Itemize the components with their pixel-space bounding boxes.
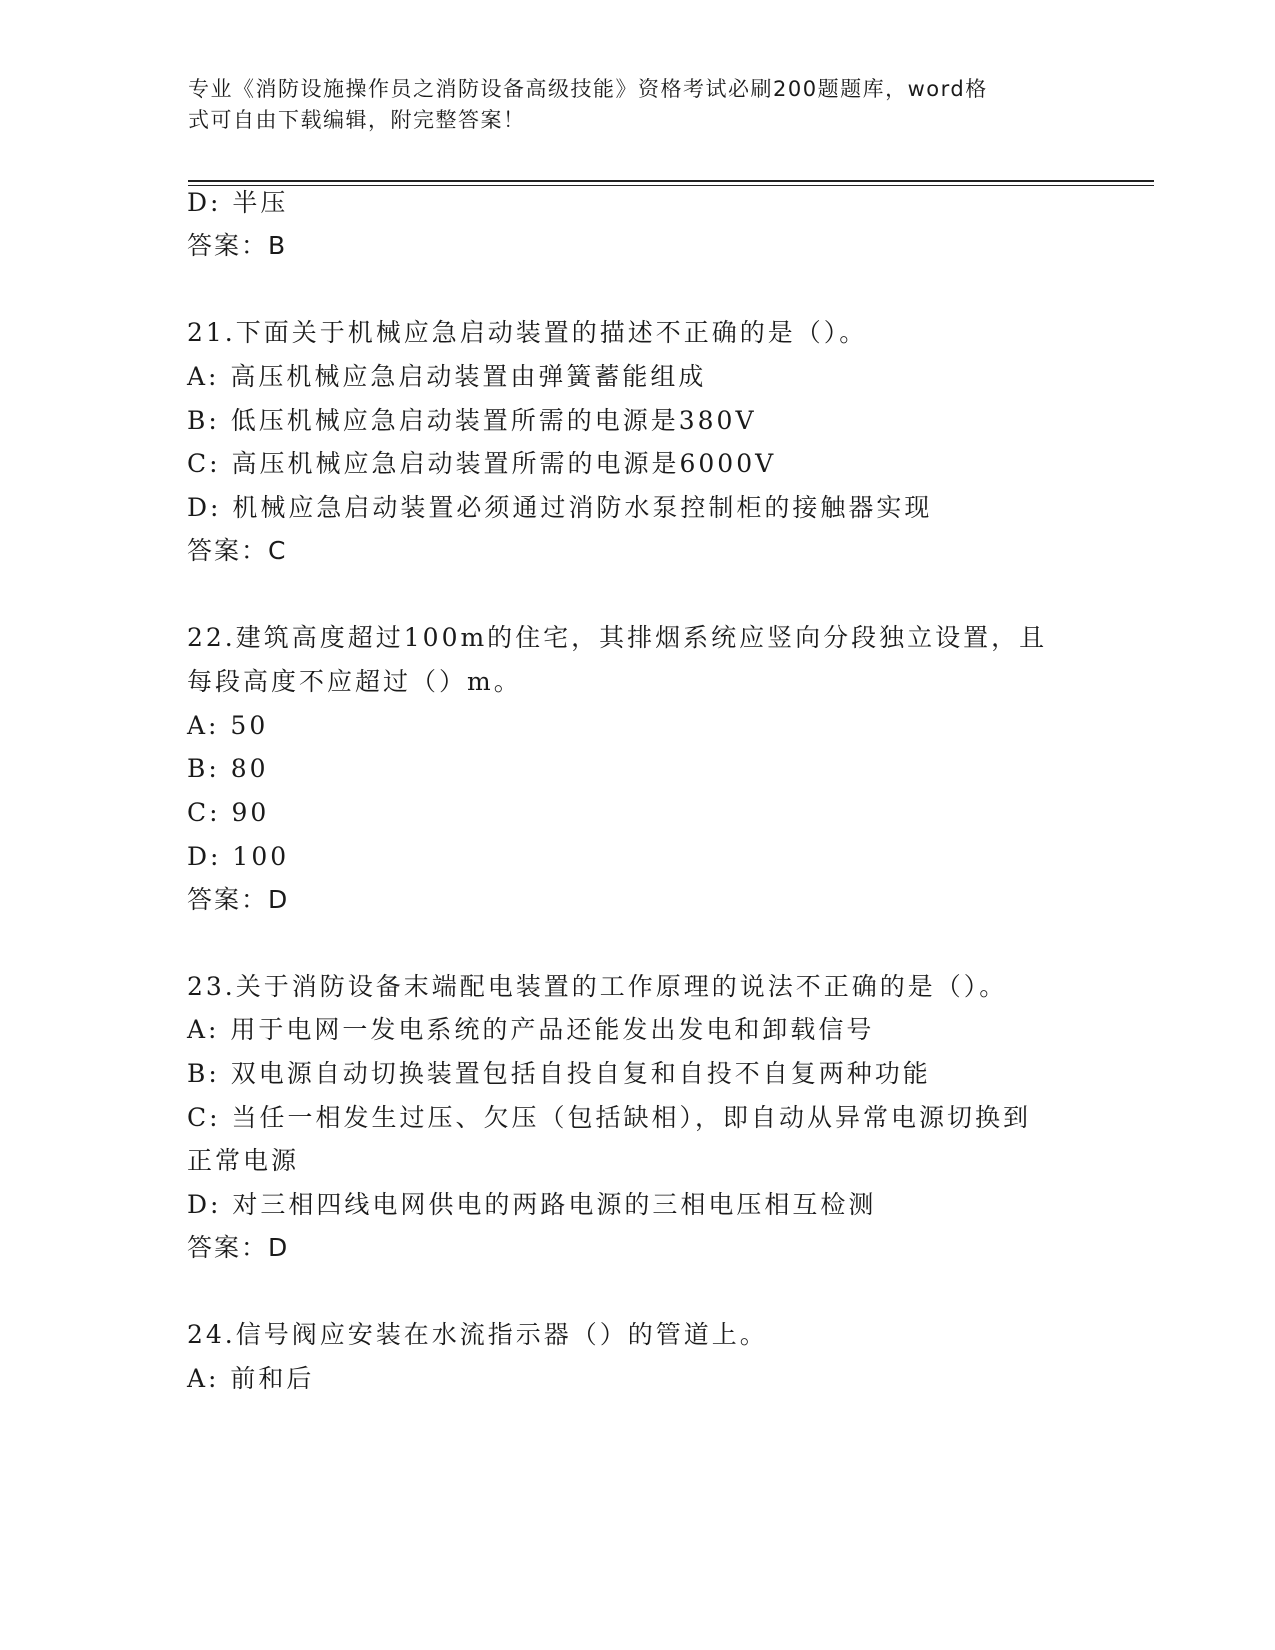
q23-option-d: D: 对三相四线电网供电的两路电源的三相电压相互检测	[187, 1190, 877, 1219]
q22-answer: 答案：D	[187, 885, 290, 914]
q23-option-c-line-2: 正常电源	[187, 1146, 300, 1175]
q22-option-b: B: 80	[187, 754, 269, 783]
q23-option-c-line-1: C: 当任一相发生过压、欠压（包括缺相），即自动从异常电源切换到	[187, 1103, 1032, 1132]
q24-option-a: A: 前和后	[187, 1364, 315, 1393]
q24-stem: 24.信号阀应安装在水流指示器（）的管道上。	[187, 1320, 768, 1349]
document-header	[188, 74, 1068, 136]
q23-option-b: B: 双电源自动切换装置包括自投自复和自投不自复两种功能	[187, 1059, 931, 1088]
q21-option-a: A: 高压机械应急启动装置由弹簧蓄能组成	[187, 362, 707, 391]
header-line-2: 式可自由下载编辑，附完整答案！	[188, 108, 526, 132]
q21-stem: 21.下面关于机械应急启动装置的描述不正确的是（）。	[187, 318, 868, 347]
prev-answer: 答案：B	[187, 231, 288, 260]
q21-option-b: B: 低压机械应急启动装置所需的电源是380V	[187, 406, 757, 435]
q21-answer: 答案：C	[187, 536, 288, 565]
q21-option-c: C: 高压机械应急启动装置所需的电源是6000V	[187, 449, 777, 478]
prev-option-d: D: 半压	[187, 188, 289, 217]
q22-option-c: C: 90	[187, 798, 270, 827]
q23-answer: 答案：D	[187, 1233, 290, 1262]
q22-option-a: A: 50	[187, 711, 269, 740]
q22-stem-line-1: 22.建筑高度超过100m的住宅，其排烟系统应竖向分段独立设置，且	[187, 623, 1048, 652]
q22-stem-line-2: 每段高度不应超过（）m。	[187, 667, 522, 696]
q21-option-d: D: 机械应急启动装置必须通过消防水泵控制柜的接触器实现	[187, 493, 933, 522]
header-divider-thin	[188, 185, 1154, 186]
header-divider-thick	[188, 180, 1154, 182]
q23-option-a: A: 用于电网一发电系统的产品还能发出发电和卸载信号	[187, 1015, 875, 1044]
header-line-1: 专业《消防设施操作员之消防设备高级技能》资格考试必刷200题题库，word格	[188, 77, 988, 101]
q22-option-d: D: 100	[187, 842, 290, 871]
q23-stem: 23.关于消防设备末端配电装置的工作原理的说法不正确的是（）。	[187, 972, 1008, 1001]
